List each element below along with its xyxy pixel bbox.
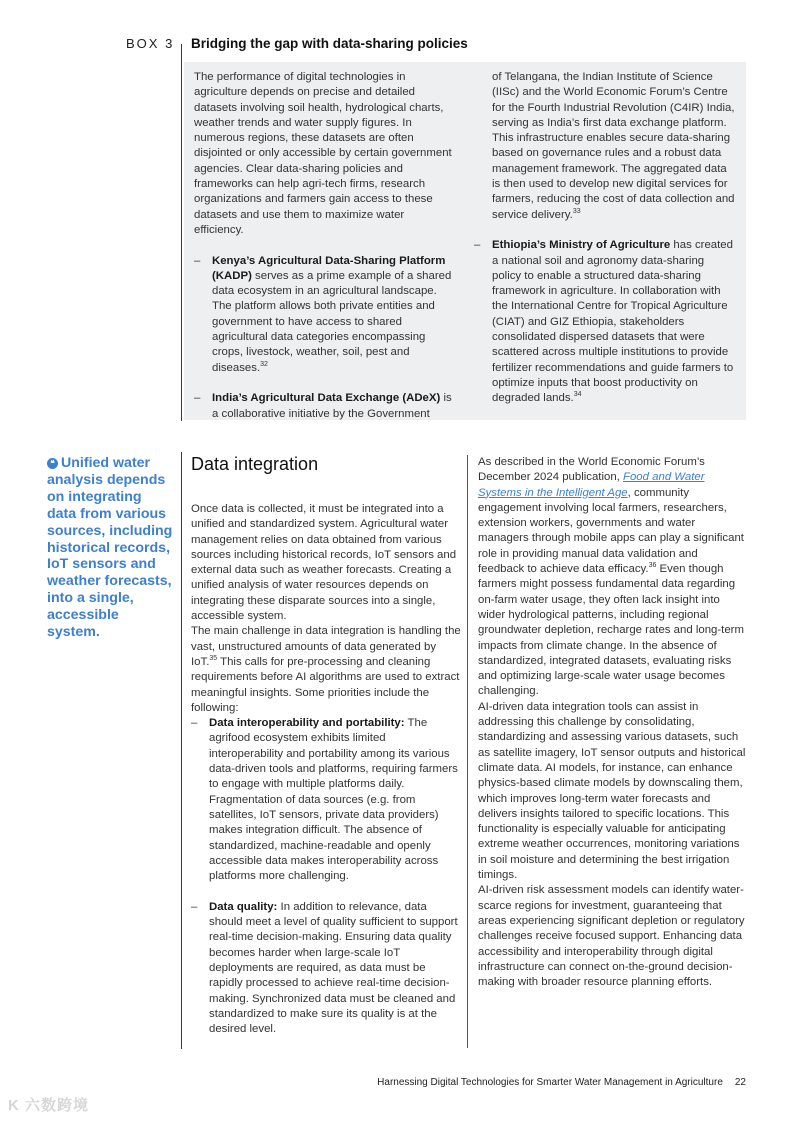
footnote-ref[interactable]: 34 xyxy=(573,391,582,399)
bullet-title: Data quality: xyxy=(209,900,278,913)
box-item-text: has created a national soil and agronomy data-sharing policy to enable a structured data-sharing framework in agriculture. In collaboration with the International Centre for Tropical Agriculture (CIAT) and GIZ Ethiopia, stakeholders consolidated dispersed datasets that were scattered across multiple institutions to provide fertilizer recommendations and guide farmers to optimize inputs that boost productivity on degraded lands. xyxy=(492,239,734,405)
paragraph: AI-driven data integration tools can assist in addressing this challenge by consolidating, standardizing and assessing various datasets, such as satellite imagery, IoT sensor outputs and historical climate data. AI models, for instance, can enhance physics-based climate models by downscaling them, which improves long-term water forecasts and delivers insights tailored to specific locations. This functionality is especially valuable for anticipating extreme weather occurrences, monitoring variations in soil moisture and determining the best irrigation timings. xyxy=(478,700,746,882)
paragraph-text: This calls for pre-processing and cleaning requirements before AI algorithms are used to extract meaningful insights. Some priorities include the following: xyxy=(191,655,460,714)
footnote-ref[interactable]: 33 xyxy=(572,207,581,215)
box-intro: The performance of digital technologies in agriculture depends on precise and detailed datasets involving soil health, hydrological charts, weather trends and water supply figures. In numerous regions, these datasets are often disjointed or only accessible by certain government agencies. Clear data-sharing policies and frameworks can help agri-tech firms, research organizations and farmers gain access to these datasets and use them to maximize water efficiency. xyxy=(194,71,452,236)
box-item-title: Kenya’s Agricultural Data-Sharing Platform (KADP) xyxy=(212,254,446,282)
box-continuation-text: of Telangana, the Indian Institute of Science (IISc) and the World Economic Forum’s Centre for the Fourth Industrial Revolution (C4IR) India, serving as India’s first data exchange platform. This infrastructure enables secure data-sharing based on governance rules and a robust data management framework. The aggregated data is then used to develop new digital services for farmers, reducing the cost of data collection and service delivery. xyxy=(492,71,735,221)
pull-quote-text: Unified water analysis depends on integrating data from various sources, including historical records, IoT sensors and weather forecasts, into a single, accessible system. xyxy=(47,455,173,641)
box-item-text: is a collaborative initiative by the Government xyxy=(212,392,452,420)
paragraph xyxy=(191,624,461,716)
paragraph-text: The main challenge in data integration is handling the vast, unstructured amounts of data generated by IoT. xyxy=(191,625,461,668)
box-item-ethiopia xyxy=(474,238,736,406)
box-item-text: serves as a prime example of a shared data ecosystem in an agricultural landscape. The platform allows both private entities and government to have access to shared agricultural data categories encompassing crops, livestock, weather, soil, pest and diseases. xyxy=(212,269,452,374)
box-item-kenya xyxy=(194,254,456,376)
box-label: BOX 3 xyxy=(126,36,175,51)
bullet-text: The agrifood ecosystem exhibits limited interoperability and portability among its various data-driven tools and platforms, requiring farmers to engage with multiple platforms daily. Fragmentation of data sources (e.g. from satellites, IoT sensors, private data providers) makes integration difficult. The absence of standardized, machine-readable and openly accessible data makes interoperability across platforms more challenging. xyxy=(209,717,458,883)
section-heading: Data integration xyxy=(191,454,319,474)
paragraph-text: As described in the World Economic Forum’s December 2024 publication, xyxy=(478,456,705,484)
box-item-india xyxy=(194,391,456,422)
footnote-ref[interactable]: 32 xyxy=(260,360,268,368)
bullet-title: Data interoperability and portability: xyxy=(209,717,405,730)
watermark: K 六数跨境 xyxy=(8,1097,90,1114)
box-title: Bridging the gap with data-sharing policies xyxy=(191,36,468,51)
page-footer xyxy=(377,1077,746,1088)
paragraph xyxy=(478,455,746,700)
footnote-ref[interactable]: 35 xyxy=(209,654,218,662)
box-continuation xyxy=(474,70,736,223)
bullet-text: In addition to relevance, data should meet a level of quality sufficient to support real-time decision-making. Ensuring data quality becomes harder when large-scale IoT deployments are required, as data must be rapidly processed to achieve real-time decision-making. Synchronized data must be cleaned and standardized to make sure its quality is at the desired level. xyxy=(209,900,458,1036)
bullet-interoperability xyxy=(191,716,461,884)
page-number: 22 xyxy=(734,1077,746,1088)
dash-marker: – xyxy=(474,239,481,252)
footer-title: Harnessing Digital Technologies for Smarter Water Management in Agriculture xyxy=(377,1077,723,1088)
dash-marker: – xyxy=(191,717,198,730)
main-right-column xyxy=(478,455,746,990)
dash-marker: – xyxy=(194,254,201,267)
paragraph: Once data is collected, it must be integrated into a unified and standardized system. Agricultural water management relies on data obtained from various sources including historical records, IoT sensors and external data such as weather forecasts. Creating a unified analysis of water resources depends on integrating these disparate sources into a single, accessible system. xyxy=(191,503,457,623)
main-left-column xyxy=(191,502,461,1037)
box-item-title: Ethiopia’s Ministry of Agriculture xyxy=(492,239,671,252)
publication-link[interactable]: Food and Water Systems in the Intelligent Age xyxy=(478,471,705,499)
pull-quote xyxy=(47,455,173,641)
paragraph: AI-driven risk assessment models can identify water-scarce regions for investment, guaranteeing that areas experiencing significant depletion or regulatory challenges receive focused support. Enhancing data accessibility and interoperability through digital infrastructure can connect on-the-ground decision-making with broader resource planning efforts. xyxy=(478,884,745,989)
bullet-data-quality xyxy=(191,900,461,1038)
main-column-divider xyxy=(467,455,468,1048)
box-left-column xyxy=(194,70,456,422)
box-right-column xyxy=(474,70,736,407)
main-left-rule xyxy=(181,452,182,1049)
paragraph-text: , community engagement involving local farmers, researchers, extension workers, governments and water managers through mobile apps can play a significant role in providing manual data validation and feedback to achieve data efficacy. xyxy=(478,486,744,576)
box-left-rule xyxy=(181,44,182,421)
quote-icon: ❝ xyxy=(47,458,58,469)
box-item-title: India’s Agricultural Data Exchange (ADeX) xyxy=(212,392,441,405)
dash-marker: – xyxy=(194,392,201,405)
footnote-ref[interactable]: 36 xyxy=(648,562,657,570)
dash-marker: – xyxy=(191,900,198,913)
paragraph-text: Even though farmers might possess fundamental data regarding on-farm water usage, they often lack insight into wider hydrological patterns, including regional groundwater depletion, recharge rates and long-term impacts from climate change. In the absence of standardized, integrated datasets, evaluating risks and optimizing large-scale water usage becomes challenging. xyxy=(478,563,744,698)
